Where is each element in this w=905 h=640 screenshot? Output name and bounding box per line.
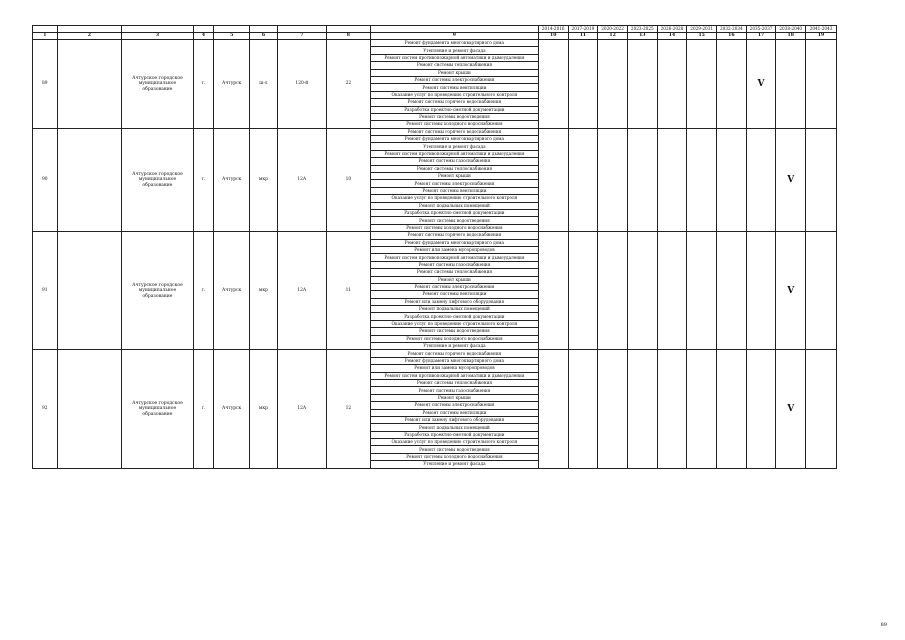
work-type: Ремонт системы водоотведения xyxy=(370,217,538,224)
period-header-blank xyxy=(250,26,278,33)
settlement-type: г. xyxy=(193,128,213,231)
record-number: 92 xyxy=(33,350,58,468)
column-number: 19 xyxy=(806,33,837,40)
period-cell xyxy=(568,128,598,231)
house-number: 11 xyxy=(326,232,370,350)
record-number: 90 xyxy=(33,128,58,231)
municipality-name: Ачтурское городское муниципальное образование xyxy=(122,232,194,350)
work-type: Оказание услуг по проведению строительного контроля xyxy=(370,195,538,202)
period-header: 2023-2025 xyxy=(627,26,657,33)
work-type: Ремонт системы вентиляции xyxy=(370,84,538,91)
work-type: Ремонт системы горячего водоснабжения xyxy=(370,350,538,357)
settlement-type: г. xyxy=(193,232,213,350)
work-type: Ремонт систем противопожарной автоматики и дымоудаления xyxy=(370,150,538,157)
column-number: 15 xyxy=(687,33,717,40)
record-col-2 xyxy=(57,40,122,129)
settlement-name: Ачтурск xyxy=(214,350,250,468)
period-cell xyxy=(627,40,657,129)
column-number: 12 xyxy=(598,33,628,40)
period-header: 2017-2019 xyxy=(568,26,598,33)
column-number: 3 xyxy=(122,33,194,40)
house-number: 10 xyxy=(326,128,370,231)
period-header-blank xyxy=(277,26,326,33)
period-header-blank xyxy=(214,26,250,33)
work-type: Ремонт системы теплоснабжения xyxy=(370,165,538,172)
column-number: 8 xyxy=(326,33,370,40)
work-type: Ремонт системы электроснабжения xyxy=(370,180,538,187)
column-number: 16 xyxy=(717,33,747,40)
period-header-blank xyxy=(122,26,194,33)
work-type: Оказание услуг по проведению строительного контроля xyxy=(370,439,538,446)
period-header-blank xyxy=(33,26,58,33)
period-mark: V xyxy=(746,40,776,129)
record-number: 89 xyxy=(33,40,58,129)
street-name: 12А xyxy=(277,128,326,231)
period-cell xyxy=(538,128,568,231)
house-number: 12 xyxy=(326,350,370,468)
work-type: Ремонт подвальных помещений xyxy=(370,424,538,431)
work-type: Ремонт системы электроснабжения xyxy=(370,283,538,290)
work-type: Ремонт систем противопожарной автоматики и дымоудаления xyxy=(370,54,538,61)
municipality-name: Ачтурское городское муниципальное образование xyxy=(122,128,194,231)
work-type: Оказание услуг по проведению строительного контроля xyxy=(370,320,538,327)
work-type: Ремонт фундамента многоквартирного дома xyxy=(370,357,538,364)
settlement-name: Ачтурск xyxy=(214,128,250,231)
work-type: Ремонт фундамента многоквартирного дома xyxy=(370,136,538,143)
record-col-2 xyxy=(57,350,122,468)
period-cell xyxy=(598,232,628,350)
work-type: Ремонт системы горячего водоснабжения xyxy=(370,128,538,135)
period-cell xyxy=(806,232,837,350)
work-type: Утепление и ремонт фасада xyxy=(370,47,538,54)
street-name: 12А xyxy=(277,350,326,468)
work-type: Ремонт системы горячего водоснабжения xyxy=(370,232,538,239)
period-mark: V xyxy=(776,350,806,468)
work-type: Разработка проектно-сметной документации xyxy=(370,106,538,113)
work-type: Ремонт подвальных помещений xyxy=(370,202,538,209)
work-type: Ремонт или замену лифтового оборудования xyxy=(370,298,538,305)
period-cell xyxy=(746,232,776,350)
work-type: Разработка проектно-сметной документации xyxy=(370,431,538,438)
period-cell xyxy=(717,40,747,129)
column-number: 1 xyxy=(33,33,58,40)
period-cell xyxy=(538,350,568,468)
column-number: 5 xyxy=(214,33,250,40)
work-type: Разработка проектно-сметной документации xyxy=(370,209,538,216)
column-number-row xyxy=(33,33,837,40)
work-type: Ремонт или замена мусоропроводов xyxy=(370,246,538,253)
period-cell xyxy=(687,350,717,468)
period-cell xyxy=(568,40,598,129)
work-type: Ремонт системы электроснабжения xyxy=(370,402,538,409)
settlement-name: Ачтурск xyxy=(214,232,250,350)
work-type: Ремонт системы теплоснабжения xyxy=(370,269,538,276)
work-type: Оказание услуг по проведению строительного контроля xyxy=(370,91,538,98)
work-type: Утепление и ремонт фасада xyxy=(370,143,538,150)
page-number: 89 xyxy=(880,622,887,628)
table-row xyxy=(33,128,837,135)
work-type: Ремонт системы вентиляции xyxy=(370,291,538,298)
work-type: Ремонт крыши xyxy=(370,69,538,76)
period-header: 2038-2040 xyxy=(776,26,806,33)
work-type: Ремонт системы холодного водоснабжения xyxy=(370,453,538,460)
period-cell xyxy=(717,232,747,350)
table-row xyxy=(33,40,837,47)
period-header: 2032-2034 xyxy=(717,26,747,33)
work-type: Ремонт фундамента многоквартирного дома xyxy=(370,239,538,246)
period-cell xyxy=(568,350,598,468)
work-type: Ремонт системы водоотведения xyxy=(370,113,538,120)
settlement-type: г. xyxy=(193,350,213,468)
period-cell xyxy=(538,40,568,129)
work-type: Ремонт фундамента многоквартирного дома xyxy=(370,40,538,47)
column-number: 13 xyxy=(627,33,657,40)
settlement-type: г. xyxy=(193,40,213,129)
period-cell xyxy=(717,350,747,468)
column-number: 17 xyxy=(746,33,776,40)
work-type: Ремонт системы газоснабжения xyxy=(370,387,538,394)
period-header: 2014-2016 xyxy=(538,26,568,33)
work-type: Ремонт крыши xyxy=(370,276,538,283)
work-type: Ремонт системы горячего водоснабжения xyxy=(370,99,538,106)
record-col-2 xyxy=(57,128,122,231)
work-type: Ремонт системы водоотведения xyxy=(370,328,538,335)
period-cell xyxy=(687,40,717,129)
column-number: 10 xyxy=(538,33,568,40)
street-name: 12А xyxy=(277,232,326,350)
period-cell xyxy=(806,350,837,468)
work-type: Ремонт системы вентиляции xyxy=(370,409,538,416)
work-type: Ремонт крыши xyxy=(370,394,538,401)
record-col-2 xyxy=(57,232,122,350)
work-type: Ремонт системы холодного водоснабжения xyxy=(370,121,538,128)
settlement-name: Ачтурск xyxy=(214,40,250,129)
period-cell xyxy=(568,232,598,350)
period-header: 2035-2037 xyxy=(746,26,776,33)
work-type: Ремонт системы газоснабжения xyxy=(370,261,538,268)
period-header-blank xyxy=(370,26,538,33)
period-cell xyxy=(776,40,806,129)
work-type: Ремонт системы газоснабжения xyxy=(370,158,538,165)
period-cell xyxy=(687,232,717,350)
work-type: Ремонт системы вентиляции xyxy=(370,187,538,194)
work-type: Ремонт системы электроснабжения xyxy=(370,76,538,83)
column-number: 4 xyxy=(193,33,213,40)
period-header: 2029-2031 xyxy=(687,26,717,33)
work-type: Ремонт крыши xyxy=(370,173,538,180)
work-type: Ремонт системы теплоснабжения xyxy=(370,62,538,69)
work-type: Ремонт систем противопожарной автоматики и дымоудаления xyxy=(370,372,538,379)
street-type: мкр xyxy=(250,350,278,468)
period-cell xyxy=(746,128,776,231)
street-name: 120-й xyxy=(277,40,326,129)
municipality-name: Ачтурское городское муниципальное образование xyxy=(122,350,194,468)
column-number: 14 xyxy=(657,33,687,40)
period-mark: V xyxy=(776,128,806,231)
period-cell xyxy=(627,232,657,350)
period-header: 2026-2028 xyxy=(657,26,687,33)
column-number: 6 xyxy=(250,33,278,40)
period-header: 2041-2043 xyxy=(806,26,837,33)
column-number: 9 xyxy=(370,33,538,40)
column-number: 11 xyxy=(568,33,598,40)
street-type: мкр xyxy=(250,128,278,231)
table-row xyxy=(33,350,837,357)
work-type: Утепление и ремонт фасада xyxy=(370,343,538,350)
work-type: Ремонт системы холодного водоснабжения xyxy=(370,335,538,342)
table-row xyxy=(33,232,837,239)
period-header: 2020-2022 xyxy=(598,26,628,33)
work-type: Ремонт подвальных помещений xyxy=(370,306,538,313)
period-header-blank xyxy=(193,26,213,33)
column-number: 2 xyxy=(57,33,122,40)
period-cell xyxy=(657,350,687,468)
program-table xyxy=(32,25,837,469)
period-cell xyxy=(598,350,628,468)
period-cell xyxy=(806,128,837,231)
period-cell xyxy=(627,350,657,468)
period-cell xyxy=(657,128,687,231)
record-number: 91 xyxy=(33,232,58,350)
period-cell xyxy=(598,40,628,129)
work-type: Ремонт или замена мусоропроводов xyxy=(370,365,538,372)
house-number: 22 xyxy=(326,40,370,129)
column-number: 7 xyxy=(277,33,326,40)
street-type: ш-л xyxy=(250,40,278,129)
work-type: Разработка проектно-сметной документации xyxy=(370,313,538,320)
period-cell xyxy=(598,128,628,231)
work-type: Ремонт систем противопожарной автоматики и дымоудаления xyxy=(370,254,538,261)
period-cell xyxy=(657,40,687,129)
period-cell xyxy=(538,232,568,350)
period-cell xyxy=(657,232,687,350)
period-header-row xyxy=(33,26,837,33)
period-cell xyxy=(627,128,657,231)
period-cell xyxy=(806,40,837,129)
work-type: Утепление и ремонт фасада xyxy=(370,461,538,468)
period-mark: V xyxy=(776,232,806,350)
period-cell xyxy=(746,350,776,468)
work-type: Ремонт системы водоотведения xyxy=(370,446,538,453)
work-type: Ремонт или замену лифтового оборудования xyxy=(370,416,538,423)
work-type: Ремонт системы теплоснабжения xyxy=(370,379,538,386)
street-type: мкр xyxy=(250,232,278,350)
work-type: Ремонт системы холодного водоснабжения xyxy=(370,224,538,231)
column-number: 18 xyxy=(776,33,806,40)
period-cell xyxy=(687,128,717,231)
period-header-blank xyxy=(57,26,122,33)
municipality-name: Ачтурское городское муниципальное образование xyxy=(122,40,194,129)
period-cell xyxy=(717,128,747,231)
period-header-blank xyxy=(326,26,370,33)
